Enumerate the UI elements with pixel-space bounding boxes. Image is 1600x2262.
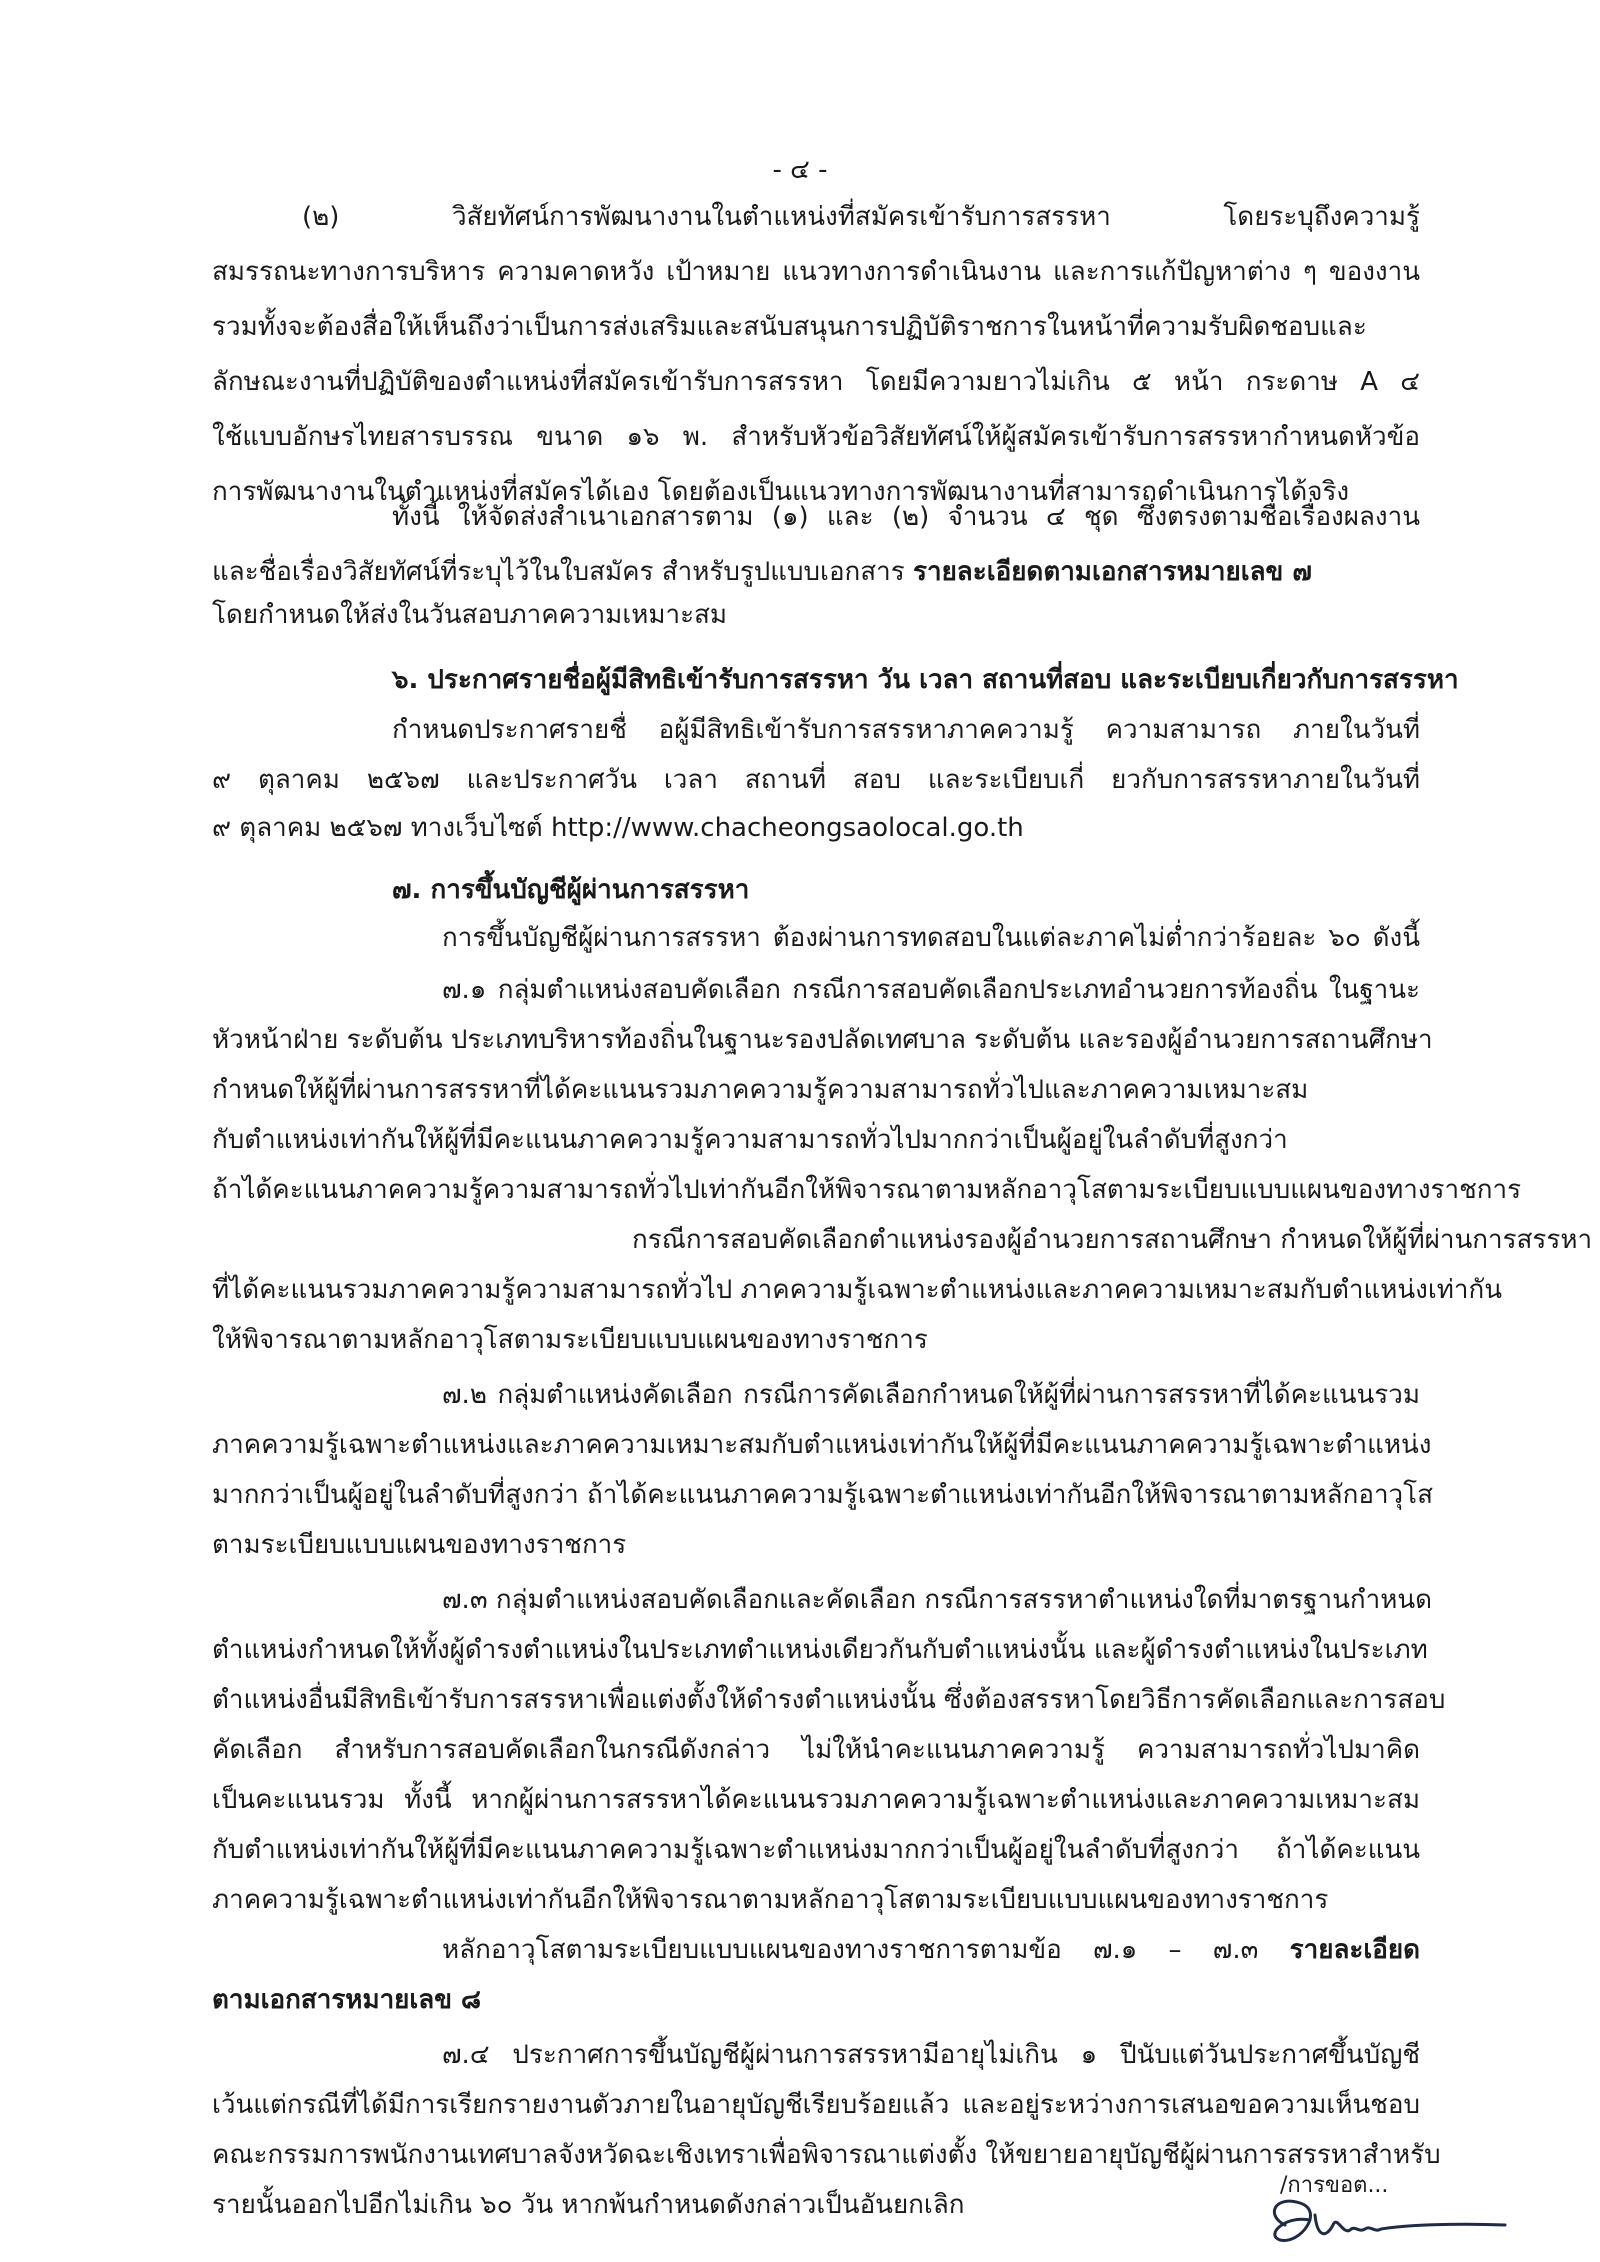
p73-line-3: ตำแหน่งอื่นมีสิทธิเข้ารับการสรรหาเพื่อแต่งตั้งให้ดำรงตำแหน่งนั้น ซึ่งต้องสรรหาโดยวิธีการคัดเลือกและการสอบ bbox=[212, 1685, 1446, 1715]
vision-line-1: (๒) วิสัยทัศน์การพัฒนางานในตำแหน่งที่สมัครเข้ารับการสรรหา โดยระบุถึงความรู้ bbox=[302, 202, 1420, 232]
vision-line-6: การพัฒนางานในตำแหน่งที่สมัครได้เอง โดยต้องเป็นแนวทางการพัฒนางานที่สามารถดำเนินการได้จริง bbox=[212, 477, 1350, 507]
section6-heading: ๖. ประกาศรายชื่อผู้มีสิทธิเข้ารับการสรรหา วัน เวลา สถานที่สอบ และระเบียบเกี่ยวกับการสรรหา bbox=[392, 665, 1459, 695]
p74-line-2: เว้นแต่กรณีที่ได้มีการเรียกรายงานตัวภายในอายุบัญชีเรียบร้อยแล้ว และอยู่ระหว่างการเสนอขอความเห็นชอบ bbox=[212, 2090, 1420, 2120]
seniority-doc-ref: ตามเอกสารหมายเลข ๘ bbox=[212, 1985, 482, 2015]
p73-line-1: ๗.๓ กลุ่มตำแหน่งสอบคัดเลือกและคัดเลือก กรณีการสรรหาตำแหน่งใดที่มาตรฐานกำหนด bbox=[442, 1585, 1433, 1615]
p71-line-4: กับตำแหน่งเท่ากันให้ผู้ที่มีคะแนนภาคความรู้ความสามารถทั่วไปมากกว่าเป็นผู้อยู่ในลำดับที่สูงกว่า bbox=[212, 1125, 1288, 1155]
p73-line-2: ตำแหน่งกำหนดให้ทั้งผู้ดำรงตำแหน่งในประเภทตำแหน่งเดียวกันกับตำแหน่งนั้น และผู้ดำรงตำแหน่งในประเภท bbox=[212, 1635, 1428, 1665]
continuation-note: /การขอต... bbox=[1280, 2173, 1389, 2198]
p71-line-2: หัวหน้าฝ่าย ระดับต้น ประเภทบริหารท้องถิ่นในฐานะรองปลัดเทศบาล ระดับต้น และรองผู้อำนวยการสถานศึกษา bbox=[212, 1025, 1433, 1055]
vision-line-7: ทั้งนี้ ให้จัดส่งสำเนาเอกสารตาม (๑) และ (๒) จำนวน ๔ ชุด ซึ่งตรงตามชื่อเรื่องผลงาน bbox=[392, 502, 1420, 532]
seniority-detail: รายละเอียด bbox=[1289, 1935, 1420, 1965]
p72-line-3: มากกว่าเป็นผู้อยู่ในลำดับที่สูงกว่า ถ้าได้คะแนนภาคความรู้เฉพาะตำแหน่งเท่ากันอีกให้พิจารณาตามหลักอาวุโส bbox=[212, 1480, 1433, 1510]
vision-doc-ref: รายละเอียดตามเอกสารหมายเลข ๗ bbox=[913, 557, 1312, 587]
p71-line-5: ถ้าได้คะแนนภาคความรู้ความสามารถทั่วไปเท่ากันอีกให้พิจารณาตามหลักอาวุโสตามระเบียบแบบแผนของทางราชการ bbox=[212, 1175, 1522, 1205]
seniority-text: หลักอาวุโสตามระเบียบแบบแผนของทางราชการตามข้อ ๗.๑ – ๗.๓ bbox=[442, 1935, 1259, 1965]
p73-line-4: คัดเลือก สำหรับการสอบคัดเลือกในกรณีดังกล่าว ไม่ให้นำคะแนนภาคความรู้ ความสามารถทั่วไปมาคิด bbox=[212, 1735, 1420, 1765]
p71-line-8: ให้พิจารณาตามหลักอาวุโสตามระเบียบแบบแผนของทางราชการ bbox=[212, 1325, 928, 1355]
section6-line-2: ๙ ตุลาคม ๒๕๖๗ และประกาศวัน เวลา สถานที่ สอบ และระเบียบเกี่ ยวกับการสรรหาภายในวันที่ bbox=[212, 765, 1420, 795]
p74-line-4: รายนั้นออกไปอีกไม่เกิน ๖๐ วัน หากพ้นกำหนดดังกล่าวเป็นอันยกเลิก bbox=[212, 2190, 965, 2220]
p71-line-3: กำหนดให้ผู้ที่ผ่านการสรรหาที่ได้คะแนนรวมภาคความรู้ความสามารถทั่วไปและภาคความเหมาะสม bbox=[212, 1075, 1309, 1105]
p74-line-1: ๗.๔ ประกาศการขึ้นบัญชีผู้ผ่านการสรรหามีอายุไม่เกิน ๑ ปีนับแต่วันประกาศขึ้นบัญชี bbox=[442, 2040, 1420, 2070]
vision-line-3: รวมทั้งจะต้องสื่อให้เห็นถึงว่าเป็นการส่งเสริมและสนับสนุนการปฏิบัติราชการในหน้าที่ความรับผิดชอบและ bbox=[212, 312, 1367, 342]
p73-line-7: ภาคความรู้เฉพาะตำแหน่งเท่ากันอีกให้พิจารณาตามหลักอาวุโสตามระเบียบแบบแผนของทางราชการ bbox=[212, 1885, 1329, 1915]
vision-line-2: สมรรถนะทางการบริหาร ความคาดหวัง เป้าหมาย แนวทางการดำเนินงาน และการแก้ปัญหาต่าง ๆ ของงาน bbox=[212, 257, 1420, 287]
p74-line-3: คณะกรรมการพนักงานเทศบาลจังหวัดฉะเชิงเทราเพื่อพิจารณาแต่งตั้ง ให้ขยายอายุบัญชีผู้ผ่านการสรรหาสำหรับ bbox=[212, 2140, 1441, 2170]
vision-line-5: ใช้แบบอักษรไทยสารบรรณ ขนาด ๑๖ พ. สำหรับหัวข้อวิสัยทัศน์ให้ผู้สมัครเข้ารับการสรรหากำหนดหัวข้อ bbox=[212, 422, 1420, 452]
p72-line-1: ๗.๒ กลุ่มตำแหน่งคัดเลือก กรณีการคัดเลือกกำหนดให้ผู้ที่ผ่านการสรรหาที่ได้คะแนนรวม bbox=[442, 1380, 1420, 1410]
p71-line-7: ที่ได้คะแนนรวมภาคความรู้ความสามารถทั่วไป ภาคความรู้เฉพาะตำแหน่งและภาคความเหมาะสมกับตำแหน่งเท่ากัน bbox=[212, 1275, 1502, 1305]
page-number: - ๔ - bbox=[772, 155, 828, 185]
section7-heading: ๗. การขึ้นบัญชีผู้ผ่านการสรรหา bbox=[392, 875, 750, 905]
vision-line-8 bbox=[212, 552, 1312, 592]
p71-line-6: กรณีการสอบคัดเลือกตำแหน่งรองผู้อำนวยการสถานศึกษา กำหนดให้ผู้ที่ผ่านการสรรหา bbox=[632, 1225, 1593, 1255]
vision-line-10: โดยกำหนดให้ส่งในวันสอบภาคความเหมาะสม bbox=[212, 600, 728, 630]
p72-line-4: ตามระเบียบแบบแผนของทางราชการ bbox=[212, 1530, 627, 1560]
vision-line-8-text: และชื่อเรื่องวิสัยทัศน์ที่ระบุไว้ในใบสมัคร สำหรับรูปแบบเอกสาร bbox=[212, 557, 905, 587]
section6-line-3: ๙ ตุลาคม ๒๕๖๗ ทางเว็บไซต์ http://www.chacheongsaolocal.go.th bbox=[212, 813, 1024, 843]
p73-line-6: กับตำแหน่งเท่ากันให้ผู้ที่มีคะแนนภาคความรู้เฉพาะตำแหน่งมากกว่าเป็นผู้อยู่ในลำดับที่สูงกว่า ถ้าได้คะแนน bbox=[212, 1835, 1420, 1865]
p72-line-2: ภาคความรู้เฉพาะตำแหน่งและภาคความเหมาะสมกับตำแหน่งเท่ากันให้ผู้ที่มีคะแนนภาคความรู้เฉพาะตำแหน่ง bbox=[212, 1430, 1432, 1460]
signature-mark bbox=[1255, 2185, 1515, 2260]
section7-intro: การขึ้นบัญชีผู้ผ่านการสรรหา ต้องผ่านการทดสอบในแต่ละภาคไม่ต่ำกว่าร้อยละ ๖๐ ดังนี้ bbox=[442, 923, 1420, 953]
seniority-line-1 bbox=[442, 1930, 1420, 1970]
p71-line-1: ๗.๑ กลุ่มตำแหน่งสอบคัดเลือก กรณีการสอบคัดเลือกประเภทอำนวยการท้องถิ่น ในฐานะ bbox=[442, 975, 1420, 1005]
section6-line-1: กำหนดประกาศรายชื่ อผู้มีสิทธิเข้ารับการสรรหาภาคความรู้ ความสามารถ ภายในวันที่ bbox=[392, 715, 1420, 745]
p73-line-5: เป็นคะแนนรวม ทั้งนี้ หากผู้ผ่านการสรรหาได้คะแนนรวมภาคความรู้เฉพาะตำแหน่งและภาคความเหมาะสม bbox=[212, 1785, 1420, 1815]
vision-line-4: ลักษณะงานที่ปฏิบัติของตำแหน่งที่สมัครเข้ารับการสรรหา โดยมีความยาวไม่เกิน ๕ หน้า กระดาษ A ๔ bbox=[212, 367, 1420, 397]
